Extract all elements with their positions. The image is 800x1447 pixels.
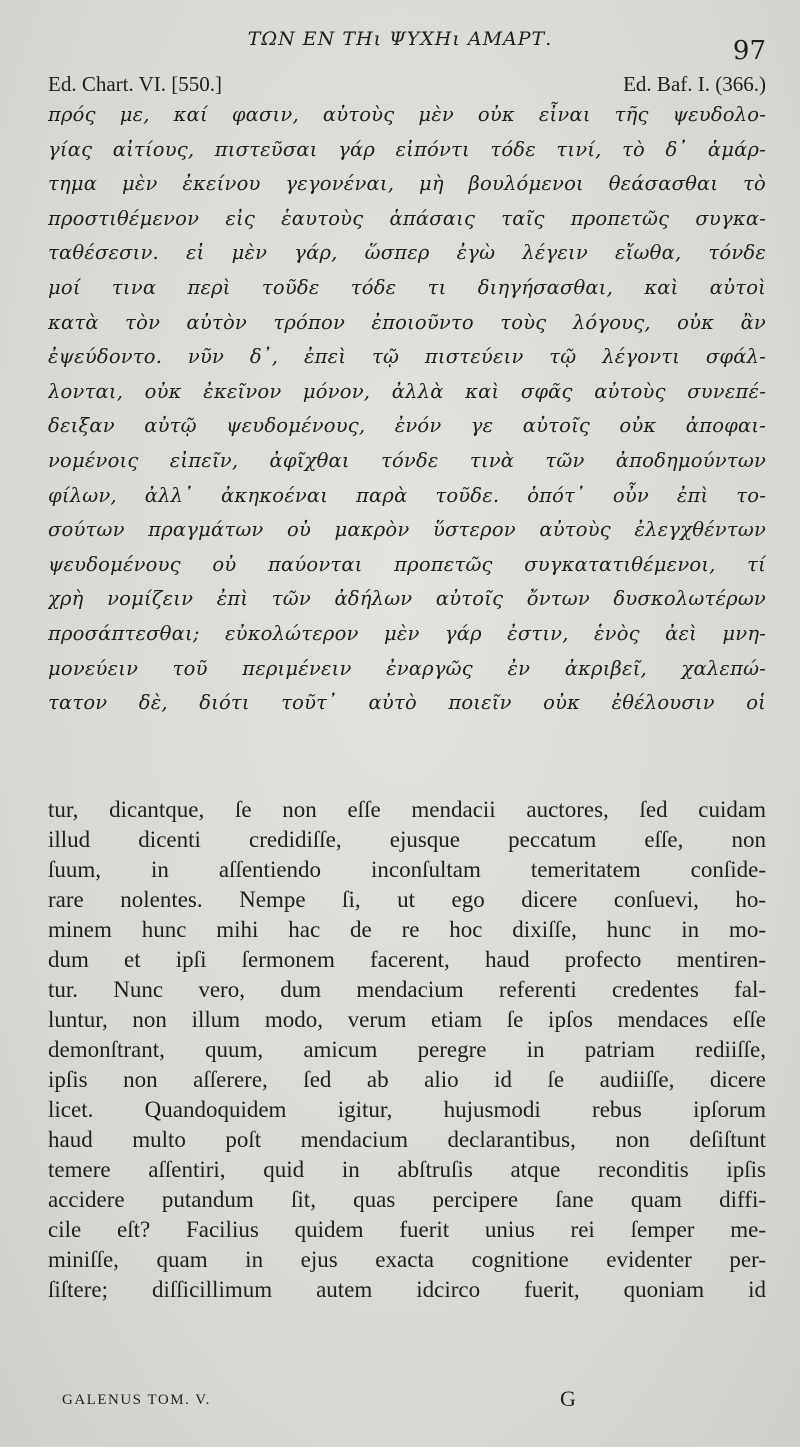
greek-line: λονται, οὐκ ἐκεῖνον μόνον, ἀλλὰ καὶ σφᾶς αὐτοὺς συνεπέ-: [48, 379, 766, 403]
greek-line: ψευδομένους οὐ παύονται προπετῶς συγκατατιθέμενοι, τί: [48, 552, 766, 576]
greek-line: πρός με, καί φασιν, αὐτοὺς μὲν οὐκ εἶναι τῆς ψευδολο-: [48, 103, 766, 126]
greek-line: φίλων, ἀλλ᾽ ἀκηκοέναι παρὰ τοῦδε. ὁπότ᾽ οὖν ἐπὶ το-: [48, 483, 766, 507]
greek-line: τατον δὲ, διότι τοῦτ᾽ αὐτὸ ποιεῖν οὐκ ἐθέλουσιν οἱ: [48, 691, 766, 715]
footer-volume: GALENUS TOM. V.: [62, 1392, 211, 1408]
greek-line: μοί τινα περὶ τοῦδε τόδε τι διηγήσασθαι, καὶ αὐτοὶ: [48, 275, 766, 299]
page-number: 97: [732, 36, 766, 66]
edition-ref-basel: Ed. Baf. I. (366.): [623, 72, 766, 96]
latin-line: tur, dicantque, ſe non eſſe mendacii auctores, ſed cuidam: [48, 797, 766, 822]
latin-line: miniſſe, quam in ejus exacta cognitione evidenter per-: [48, 1247, 766, 1272]
greek-line: γίας αἰτίους, πιστεῦσαι γάρ εἰπόντι τόδε τινί, τὸ δ᾽ ἁμάρ-: [48, 137, 766, 161]
greek-line: μονεύειν τοῦ περιμένειν ἐναργῶς ἐν ἀκριβεῖ, χαλεπώ-: [48, 656, 766, 680]
greek-line: χρὴ νομίζειν ἐπὶ τῶν ἀδήλων αὐτοῖς ὄντων δυσκολωτέρων: [48, 587, 766, 611]
greek-text-block: [48, 98, 766, 721]
latin-line: haud multo poſt mendacium declarantibus, non deſiſtunt: [48, 1127, 766, 1152]
latin-line: dum et ipſi ſermonem facerent, haud profecto mentiren-: [48, 947, 766, 972]
latin-line: luntur, non illum modo, verum etiam ſe ipſos mendaces eſſe: [48, 1007, 766, 1032]
latin-line: cile eſt? Facilius quidem fuerit unius rei ſemper me-: [48, 1217, 766, 1242]
latin-line: minem hunc mihi hac de re hoc dixiſſe, hunc in mo-: [48, 917, 766, 942]
greek-line: νομένοις εἰπεῖν, ἀφῖχθαι τόνδε τινὰ τῶν ἀποδημούντων: [48, 448, 766, 472]
latin-line: licet. Quandoquidem igitur, hujusmodi rebus ipſorum: [48, 1097, 766, 1122]
greek-line: προστιθέμενον εἰς ἑαυτοὺς ἁπάσαις ταῖς προπετῶς συγκα-: [48, 206, 766, 230]
edition-ref-chartier: Ed. Chart. VI. [550.]: [48, 72, 222, 96]
latin-line: ſiſtere; diſſicillimum autem idcirco fuerit, quoniam id: [48, 1277, 766, 1302]
latin-line: temere aſſentiri, quid in abſtruſis atque reconditis ipſis: [48, 1157, 766, 1182]
latin-line: demonſtrant, quum, amicum peregre in patriam rediiſſe,: [48, 1037, 766, 1062]
greek-line: κατὰ τὸν αὐτὸν τρόπον ἐποιοῦντο τοὺς λόγους, οὐκ ἂν: [48, 310, 766, 334]
signature-mark: G: [560, 1386, 576, 1411]
greek-line: ἐψεύδοντο. νῦν δ᾽, ἐπεὶ τῷ πιστεύειν τῷ λέγοντι σφάλ-: [48, 345, 766, 369]
greek-line: προσάπτεσθαι; εὐκολώτερον μὲν γάρ ἐστιν, ἑνὸς ἀεὶ μνη-: [48, 621, 766, 645]
latin-line: tur. Nunc vero, dum mendacium referenti credentes fal-: [48, 977, 766, 1002]
latin-line: ipſis non aſſerere, ſed ab alio id ſe audiiſſe, dicere: [48, 1067, 766, 1092]
latin-line: ſuum, in aſſentiendo inconſultam temeritatem conſide-: [48, 857, 766, 882]
greek-line: δειξαν αὐτῷ ψευδομένους, ἐνόν γε αὐτοῖς οὐκ ἀποφαι-: [48, 414, 766, 438]
latin-line: rare nolentes. Nempe ſi, ut ego dicere conſuevi, ho-: [48, 887, 766, 912]
latin-text-block: [48, 795, 766, 1305]
running-head: ΤΩΝ ΕΝ ΤΗι ΨΥΧΗι ΑΜΑΡΤ.: [247, 28, 553, 50]
latin-line: accidere putandum ſit, quas percipere ſane quam diffi-: [48, 1187, 766, 1212]
greek-line: τημα μὲν ἐκείνου γεγονέναι, μὴ βουλόμενοι θεάσασθαι τὸ: [48, 172, 766, 196]
greek-line: ταθέσεσιν. εἰ μὲν γάρ, ὥσπερ ἐγὼ λέγειν εἴωθα, τόνδε: [48, 241, 766, 265]
latin-line: illud dicenti credidiſſe, ejusque peccatum eſſe, non: [48, 827, 766, 852]
greek-line: σούτων πραγμάτων οὐ μακρὸν ὕστερον αὐτοὺς ἐλεγχθέντων: [48, 518, 766, 542]
